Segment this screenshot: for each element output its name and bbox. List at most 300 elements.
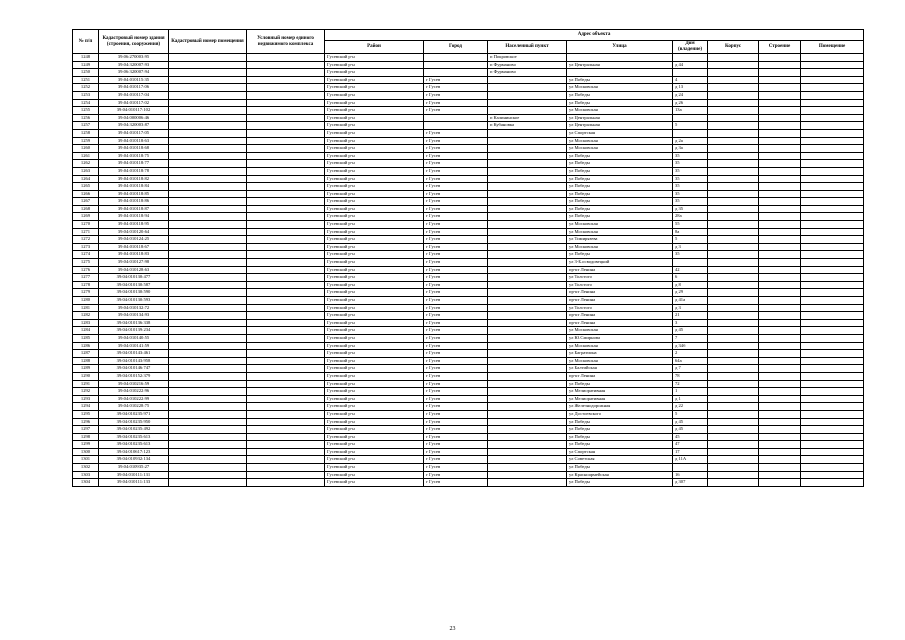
house-cell: д 29 [673, 289, 708, 297]
cadastral-room-number-cell [169, 198, 247, 206]
street-cell: ул Победы [567, 426, 673, 434]
house-cell: 4 [673, 76, 708, 84]
district-cell: Гусевский р-н [325, 129, 424, 137]
row-number-cell: 1271 [73, 228, 99, 236]
room-cell [801, 395, 864, 403]
cadastral-building-number-cell: 39:04:010115:35 [99, 76, 169, 84]
room-cell [801, 84, 864, 92]
room-cell [801, 107, 864, 115]
room-cell [801, 274, 864, 282]
row-number-cell: 1272 [73, 236, 99, 244]
district-cell: Гусевский р-н [325, 266, 424, 274]
district-cell: Гусевский р-н [325, 152, 424, 160]
korpus-cell [708, 350, 759, 358]
district-cell: Гусевский р-н [325, 167, 424, 175]
room-cell [801, 122, 864, 130]
city-cell: г Гусев [424, 76, 488, 84]
conditional-complex-number-cell [247, 84, 325, 92]
row-number-cell: 1281 [73, 304, 99, 312]
room-cell [801, 236, 864, 244]
row-number-cell: 1285 [73, 334, 99, 342]
district-cell: Гусевский р-н [325, 448, 424, 456]
cadastral-room-number-cell [169, 471, 247, 479]
row-number-cell: 1283 [73, 319, 99, 327]
building-cell [759, 327, 801, 335]
district-cell: Гусевский р-н [325, 221, 424, 229]
table-row [73, 91, 864, 99]
city-cell: г Гусев [424, 350, 488, 358]
cadastral-room-number-cell [169, 69, 247, 77]
city-cell: г Гусев [424, 228, 488, 236]
city-cell: г Гусев [424, 380, 488, 388]
cadastral-building-number-cell: 39:04:010124:25 [99, 236, 169, 244]
building-cell [759, 448, 801, 456]
cadastral-room-number-cell [169, 403, 247, 411]
street-cell: ул Победы [567, 464, 673, 472]
row-number-cell: 1278 [73, 281, 99, 289]
settlement-cell [488, 433, 567, 441]
district-cell: Гусевский р-н [325, 122, 424, 130]
korpus-cell [708, 122, 759, 130]
building-cell [759, 145, 801, 153]
building-cell [759, 198, 801, 206]
cadastral-room-number-cell [169, 175, 247, 183]
street-cell: ул Мелиоративная [567, 388, 673, 396]
table-row [73, 418, 864, 426]
table-row [73, 266, 864, 274]
row-number-cell: 1298 [73, 433, 99, 441]
settlement-cell [488, 152, 567, 160]
room-cell [801, 114, 864, 122]
cadastral-building-number-cell: 39:04:010141:59 [99, 342, 169, 350]
cadastral-room-number-cell [169, 84, 247, 92]
settlement-cell [488, 357, 567, 365]
table-row [73, 410, 864, 418]
conditional-complex-number-cell [247, 213, 325, 221]
district-cell: Гусевский р-н [325, 334, 424, 342]
district-cell: Гусевский р-н [325, 236, 424, 244]
district-cell: Гусевский р-н [325, 251, 424, 259]
cadastral-room-number-cell [169, 213, 247, 221]
korpus-cell [708, 107, 759, 115]
row-number-cell: 1291 [73, 380, 99, 388]
cadastral-room-number-cell [169, 145, 247, 153]
house-cell: 35 [673, 160, 708, 168]
table-row [73, 334, 864, 342]
table-row [73, 243, 864, 251]
room-cell [801, 69, 864, 77]
city-cell: г Гусев [424, 289, 488, 297]
house-cell: 5 [673, 122, 708, 130]
conditional-complex-number-cell [247, 129, 325, 137]
conditional-complex-number-cell [247, 464, 325, 472]
district-cell: Гусевский р-н [325, 297, 424, 305]
korpus-cell [708, 289, 759, 297]
cadastral-building-number-cell: 39:04:010128:63 [99, 266, 169, 274]
row-number-cell: 1258 [73, 129, 99, 137]
cadastral-building-number-cell: 39:04:010130:590 [99, 289, 169, 297]
settlement-cell [488, 281, 567, 289]
korpus-cell [708, 380, 759, 388]
building-cell [759, 190, 801, 198]
house-cell: 35 [673, 167, 708, 175]
settlement-cell [488, 479, 567, 487]
building-cell [759, 274, 801, 282]
cadastral-room-number-cell [169, 312, 247, 320]
korpus-cell [708, 365, 759, 373]
city-cell: г Гусев [424, 342, 488, 350]
table-row [73, 357, 864, 365]
street-cell: ул Победы [567, 183, 673, 191]
district-cell: Гусевский р-н [325, 137, 424, 145]
cadastral-building-number-cell: 39:04:010118:63 [99, 137, 169, 145]
conditional-complex-number-cell [247, 175, 325, 183]
settlement-cell [488, 426, 567, 434]
city-cell [424, 69, 488, 77]
header-room: Помещение [801, 41, 864, 54]
district-cell: Гусевский р-н [325, 114, 424, 122]
room-cell [801, 357, 864, 365]
conditional-complex-number-cell [247, 433, 325, 441]
house-cell: д 26 [673, 99, 708, 107]
building-cell [759, 69, 801, 77]
conditional-complex-number-cell [247, 236, 325, 244]
room-cell [801, 342, 864, 350]
settlement-cell [488, 259, 567, 267]
building-cell [759, 152, 801, 160]
settlement-cell [488, 84, 567, 92]
house-cell: 55 [673, 221, 708, 229]
room-cell [801, 259, 864, 267]
korpus-cell [708, 395, 759, 403]
conditional-complex-number-cell [247, 334, 325, 342]
korpus-cell [708, 266, 759, 274]
district-cell: Гусевский р-н [325, 319, 424, 327]
korpus-cell [708, 426, 759, 434]
cadastral-room-number-cell [169, 297, 247, 305]
city-cell: г Гусев [424, 107, 488, 115]
conditional-complex-number-cell [247, 479, 325, 487]
district-cell: Гусевский р-н [325, 312, 424, 320]
district-cell: Гусевский р-н [325, 479, 424, 487]
table-row [73, 137, 864, 145]
district-cell: Гусевский р-н [325, 289, 424, 297]
district-cell: Гусевский р-н [325, 380, 424, 388]
building-cell [759, 205, 801, 213]
house-cell: д 45 [673, 327, 708, 335]
city-cell: г Гусев [424, 175, 488, 183]
room-cell [801, 418, 864, 426]
conditional-complex-number-cell [247, 471, 325, 479]
row-number-cell: 1266 [73, 190, 99, 198]
table-row [73, 54, 864, 62]
room-cell [801, 129, 864, 137]
city-cell [424, 54, 488, 62]
district-cell: Гусевский р-н [325, 418, 424, 426]
building-cell [759, 221, 801, 229]
city-cell: г Гусев [424, 357, 488, 365]
city-cell: г Гусев [424, 145, 488, 153]
cadastral-building-number-cell: 39:06:320007:94 [99, 69, 169, 77]
building-cell [759, 297, 801, 305]
korpus-cell [708, 91, 759, 99]
cadastral-room-number-cell [169, 236, 247, 244]
conditional-complex-number-cell [247, 304, 325, 312]
row-number-cell: 1290 [73, 372, 99, 380]
korpus-cell [708, 274, 759, 282]
cadastral-room-number-cell [169, 479, 247, 487]
cadastral-room-number-cell [169, 448, 247, 456]
korpus-cell [708, 312, 759, 320]
conditional-complex-number-cell [247, 350, 325, 358]
street-cell [567, 54, 673, 62]
table-row [73, 304, 864, 312]
row-number-cell: 1304 [73, 479, 99, 487]
room-cell [801, 350, 864, 358]
conditional-complex-number-cell [247, 243, 325, 251]
house-cell: 64а [673, 357, 708, 365]
cadastral-building-number-cell: 39:04:010118:86 [99, 198, 169, 206]
street-cell: ул Московская [567, 137, 673, 145]
cadastral-room-number-cell [169, 441, 247, 449]
house-cell: 16 [673, 471, 708, 479]
settlement-cell [488, 464, 567, 472]
house-cell [673, 129, 708, 137]
cadastral-building-number-cell: 39:04:010118:82 [99, 175, 169, 183]
room-cell [801, 433, 864, 441]
cadastral-building-number-cell: 39:04:010120:64 [99, 228, 169, 236]
korpus-cell [708, 76, 759, 84]
district-cell: Гусевский р-н [325, 190, 424, 198]
cadastral-room-number-cell [169, 266, 247, 274]
cadastral-building-number-cell: 39:04:010130:587 [99, 281, 169, 289]
settlement-cell [488, 205, 567, 213]
table-row [73, 236, 864, 244]
district-cell: Гусевский р-н [325, 403, 424, 411]
building-cell [759, 395, 801, 403]
korpus-cell [708, 388, 759, 396]
row-number-cell: 1249 [73, 61, 99, 69]
cadastral-building-number-cell: 39:04:010118:83 [99, 251, 169, 259]
header-settlement: Населенный пункт [488, 41, 567, 54]
city-cell: г Гусев [424, 205, 488, 213]
cadastral-building-number-cell: 39:04:320007:93 [99, 61, 169, 69]
room-cell [801, 426, 864, 434]
cadastral-room-number-cell [169, 152, 247, 160]
cadastral-building-number-cell: 39:04:010146:747 [99, 365, 169, 373]
header-num: № п/п [73, 30, 99, 54]
district-cell: Гусевский р-н [325, 107, 424, 115]
cadastral-building-number-cell: 39:04:010118:87 [99, 205, 169, 213]
city-cell: г Гусев [424, 395, 488, 403]
conditional-complex-number-cell [247, 289, 325, 297]
room-cell [801, 190, 864, 198]
table-row [73, 448, 864, 456]
cadastral-room-number-cell [169, 129, 247, 137]
korpus-cell [708, 160, 759, 168]
street-cell: ул Московская [567, 342, 673, 350]
cadastral-building-number-cell: 39:04:010130:477 [99, 274, 169, 282]
korpus-cell [708, 456, 759, 464]
conditional-complex-number-cell [247, 183, 325, 191]
street-cell: ул Победы [567, 433, 673, 441]
room-cell [801, 289, 864, 297]
table-row [73, 426, 864, 434]
row-number-cell: 1267 [73, 198, 99, 206]
cadastral-building-number-cell: 39:04:010222:99 [99, 395, 169, 403]
house-cell: 1 [673, 388, 708, 396]
row-number-cell: 1270 [73, 221, 99, 229]
table-row [73, 107, 864, 115]
city-cell: г Гусев [424, 410, 488, 418]
building-cell [759, 236, 801, 244]
row-number-cell: 1262 [73, 160, 99, 168]
building-cell [759, 167, 801, 175]
table-row [73, 464, 864, 472]
house-cell: д 11А [673, 456, 708, 464]
settlement-cell [488, 297, 567, 305]
cadastral-building-number-cell: 39:04:010117:02 [99, 99, 169, 107]
cadastral-room-number-cell [169, 76, 247, 84]
building-cell [759, 76, 801, 84]
korpus-cell [708, 342, 759, 350]
conditional-complex-number-cell [247, 107, 325, 115]
house-cell [673, 464, 708, 472]
settlement-cell [488, 304, 567, 312]
settlement-cell [488, 327, 567, 335]
house-cell: д 45 [673, 418, 708, 426]
cadastral-building-number-cell: 39:04:010118:67 [99, 243, 169, 251]
cadastral-building-number-cell: 39:04:010130:593 [99, 297, 169, 305]
room-cell [801, 297, 864, 305]
conditional-complex-number-cell [247, 137, 325, 145]
house-cell: д 22 [673, 403, 708, 411]
settlement-cell [488, 198, 567, 206]
cadastral-building-number-cell: 39:04:010143:958 [99, 357, 169, 365]
korpus-cell [708, 61, 759, 69]
city-cell: г Гусев [424, 441, 488, 449]
building-cell [759, 61, 801, 69]
house-cell: 35 [673, 152, 708, 160]
korpus-cell [708, 410, 759, 418]
cadastral-building-number-cell: 39:04:010111:133 [99, 479, 169, 487]
building-cell [759, 129, 801, 137]
street-cell: ул Победы [567, 152, 673, 160]
korpus-cell [708, 190, 759, 198]
district-cell: Гусевский р-н [325, 198, 424, 206]
settlement-cell [488, 312, 567, 320]
cadastral-building-number-cell: 39:04:010932:134 [99, 456, 169, 464]
row-number-cell: 1256 [73, 114, 99, 122]
settlement-cell [488, 251, 567, 259]
house-cell: 13а [673, 107, 708, 115]
city-cell: г Гусев [424, 464, 488, 472]
conditional-complex-number-cell [247, 190, 325, 198]
row-number-cell: 1252 [73, 84, 99, 92]
room-cell [801, 380, 864, 388]
building-cell [759, 137, 801, 145]
district-cell: Гусевский р-н [325, 183, 424, 191]
cadastral-room-number-cell [169, 395, 247, 403]
row-number-cell: 1277 [73, 274, 99, 282]
conditional-complex-number-cell [247, 114, 325, 122]
cadastral-building-number-cell: 39:04:010117:04 [99, 91, 169, 99]
street-cell: ул Балтийская [567, 365, 673, 373]
city-cell: г Гусев [424, 312, 488, 320]
conditional-complex-number-cell [247, 259, 325, 267]
street-cell: пр-кт Ленина [567, 266, 673, 274]
korpus-cell [708, 54, 759, 62]
house-cell: 47 [673, 441, 708, 449]
district-cell: Гусевский р-н [325, 213, 424, 221]
city-cell [424, 122, 488, 130]
korpus-cell [708, 251, 759, 259]
conditional-complex-number-cell [247, 266, 325, 274]
table-row [73, 312, 864, 320]
room-cell [801, 91, 864, 99]
building-cell [759, 114, 801, 122]
building-cell [759, 479, 801, 487]
house-cell: д 45 [673, 426, 708, 434]
conditional-complex-number-cell [247, 403, 325, 411]
street-cell: ул Победы [567, 213, 673, 221]
street-cell: ул Победы [567, 251, 673, 259]
district-cell: Гусевский р-н [325, 433, 424, 441]
settlement-cell [488, 160, 567, 168]
document-sheet [72, 29, 864, 487]
street-cell: ул Спортская [567, 448, 673, 456]
row-number-cell: 1289 [73, 365, 99, 373]
table-row [73, 441, 864, 449]
table-row [73, 251, 864, 259]
korpus-cell [708, 129, 759, 137]
header-city: Город [424, 41, 488, 54]
street-cell: ул Победы [567, 175, 673, 183]
house-cell: 45 [673, 433, 708, 441]
house-cell [673, 54, 708, 62]
conditional-complex-number-cell [247, 456, 325, 464]
korpus-cell [708, 145, 759, 153]
cadastral-room-number-cell [169, 107, 247, 115]
cadastral-building-number-cell: 39:06:270003:95 [99, 54, 169, 62]
conditional-complex-number-cell [247, 319, 325, 327]
street-cell: ул Багратиона [567, 350, 673, 358]
street-cell: ул Победы [567, 99, 673, 107]
house-cell: 5 [673, 236, 708, 244]
house-cell [673, 69, 708, 77]
district-cell: Гусевский р-н [325, 357, 424, 365]
city-cell: г Гусев [424, 471, 488, 479]
korpus-cell [708, 334, 759, 342]
city-cell: г Гусев [424, 365, 488, 373]
house-cell: 8а [673, 228, 708, 236]
row-number-cell: 1303 [73, 471, 99, 479]
conditional-complex-number-cell [247, 297, 325, 305]
settlement-cell [488, 243, 567, 251]
house-cell: 35 [673, 251, 708, 259]
table-row [73, 433, 864, 441]
settlement-cell [488, 190, 567, 198]
korpus-cell [708, 236, 759, 244]
city-cell: г Гусев [424, 190, 488, 198]
city-cell: г Гусев [424, 183, 488, 191]
city-cell: г Гусев [424, 426, 488, 434]
street-cell: ул Московская [567, 84, 673, 92]
table-row [73, 479, 864, 487]
district-cell: Гусевский р-н [325, 243, 424, 251]
conditional-complex-number-cell [247, 410, 325, 418]
building-cell [759, 471, 801, 479]
